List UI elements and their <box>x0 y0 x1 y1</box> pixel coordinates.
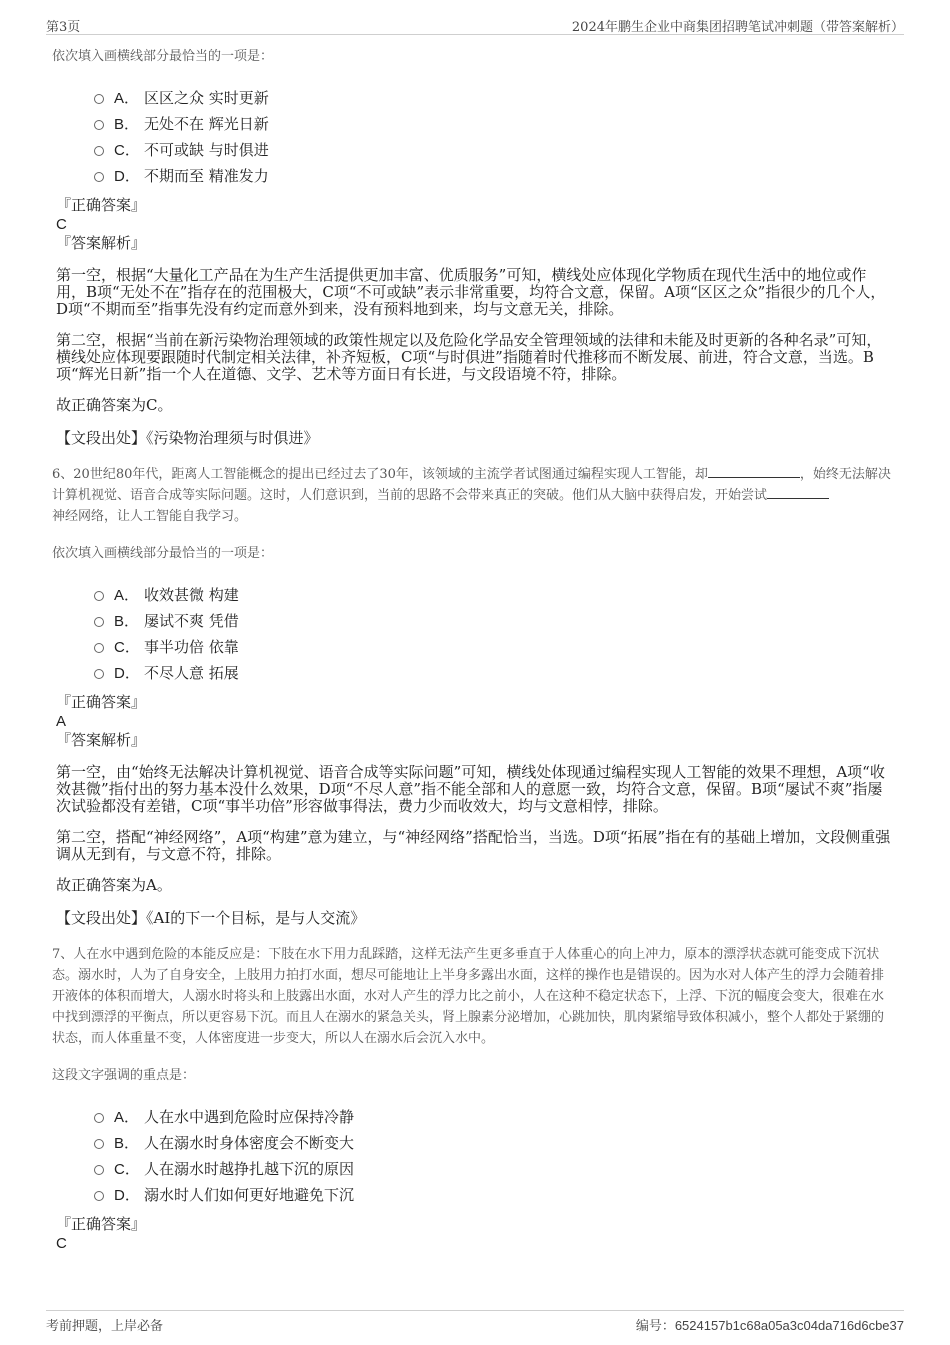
q6-answer-label: 『正确答案』 <box>56 693 147 711</box>
q6-analysis-2: 第二空，搭配“神经网络”，A项“构建”意为建立，与“神经网络”搭配恰当，当选。D项“拓展”指在有的基础上增加，文段侧重强调从无到有，与文意不符，排除。 <box>56 828 891 863</box>
q6-options <box>94 581 894 685</box>
radio-icon[interactable] <box>94 120 104 130</box>
q5-option-d[interactable]: D． 不期而至 精准发力 <box>94 162 894 188</box>
q5-option-a[interactable]: A． 区区之众 实时更新 <box>94 84 894 110</box>
radio-icon[interactable] <box>94 1113 104 1123</box>
q7-answer-label: 『正确答案』 <box>56 1215 147 1233</box>
q5-answer: C <box>56 216 67 233</box>
q6-answer: A <box>56 713 67 730</box>
document-title: 2024年鹏生企业中商集团招聘笔试冲刺题（带答案解析） <box>571 20 904 35</box>
q7-options <box>94 1103 894 1207</box>
q7-option-a[interactable]: A． 人在水中遇到危险时应保持冷静 <box>94 1103 894 1129</box>
q5-option-b[interactable]: B． 无处不在 辉光日新 <box>94 110 894 136</box>
q5-option-c[interactable]: C． 不可或缺 与时俱进 <box>94 136 894 162</box>
q7-option-b[interactable]: B． 人在溺水时身体密度会不断变大 <box>94 1129 894 1155</box>
page-footer <box>46 1310 904 1337</box>
q6-analysis-1: 第一空，由“始终无法解决计算机视觉、语音合成等实际问题”可知，横线处体现通过编程实现人工智能的效果不理想，A项“收效甚微”指付出的努力基本没什么效果，D项“不尽人意”指不能全部和人的意愿一致，均符合文意，保留。B项“屡试不爽”指屡次试验都没有差错，C项“事半功倍”形容做事得法，费力少而收效大，均与文意相悖，排除。 <box>56 763 885 815</box>
footer-slogan: 考前押题，上岸必备 <box>46 1319 164 1334</box>
page-number: 第3页 <box>46 20 81 35</box>
q5-analysis-1: 第一空，根据“大量化工产品在为生产生活提供更加丰富、优质服务”可知，横线处应体现化学物质在现代生活中的地位或作用，B项“无处不在”指存在的范围极大，C项“不可或缺”表示非常重要，均符合文意，保留。A项“区区之众”指很少的几个人，D项“不期而至”指事先没有约定而意外到来，没有预料地到来，均与文意无关，排除。 <box>56 266 886 318</box>
blank-line <box>708 465 800 478</box>
q6-option-b[interactable]: B． 屡试不爽 凭借 <box>94 607 894 633</box>
q5-answer-label: 『正确答案』 <box>56 196 147 214</box>
page-header <box>46 12 904 35</box>
q6-option-c[interactable]: C． 事半功倍 依靠 <box>94 633 894 659</box>
q6-conclusion: 故正确答案为A。 <box>56 876 172 894</box>
q5-conclusion: 故正确答案为C。 <box>56 396 173 414</box>
radio-icon[interactable] <box>94 1191 104 1201</box>
q7-prompt: 这段文字强调的重点是： <box>52 1068 196 1083</box>
radio-icon[interactable] <box>94 172 104 182</box>
q7-stem: 7、人在水中遇到危险的本能反应是：下肢在水下用力乱踩踏，这样无法产生更多垂直于人体重心的向上冲力，原本的漂浮状态就可能变成下沉状态。溺水时，人为了自身安全，上肢用力拍打水面，想尽可能地让上半身多露出水面，这样的操作也是错误的。因为水对人体产生的浮力会随着排开液体的体积而增大，人溺水时将头和上肢露出水面，水对人产生的浮力比之前小，人在这种不稳定状态下，上浮、下沉的幅度会变大，很难在水中找到漂浮的平衡点，所以更容易下沉。而且人在溺水的紧急关头，肾上腺素分泌增加，心跳加快，肌肉紧缩导致体积减小，整个人都处于紧绷的状态，而人体重量不变，人体密度进一步变大，所以人在溺水后会沉入水中。 <box>52 947 885 1046</box>
radio-icon[interactable] <box>94 1139 104 1149</box>
q7-option-c[interactable]: C． 人在溺水时越挣扎越下沉的原因 <box>94 1155 894 1181</box>
radio-icon[interactable] <box>94 669 104 679</box>
radio-icon[interactable] <box>94 1165 104 1175</box>
q7-option-d[interactable]: D． 溺水时人们如何更好地避免下沉 <box>94 1181 894 1207</box>
document-code: 编号：6524157b1c68a05a3c04da716d6cbe37 <box>635 1318 904 1334</box>
q6-analysis-label: 『答案解析』 <box>56 731 147 749</box>
radio-icon[interactable] <box>94 617 104 627</box>
q5-analysis-2: 第二空，根据“当前在新污染物治理领域的政策性规定以及危险化学品安全管理领域的法律和未能及时更新的各种名录”可知，横线处应体现要跟随时代制定相关法律，补齐短板，C项“与时俱进”指随着时代推移而不断发展、前进，符合文意，当选。B项“辉光日新”指一个人在道德、文学、艺术等方面日有长进，与文段语境不符，排除。 <box>56 331 882 383</box>
q5-options <box>94 84 894 188</box>
radio-icon[interactable] <box>94 146 104 156</box>
blank-line <box>767 486 829 499</box>
q6-option-d[interactable]: D． 不尽人意 拓展 <box>94 659 894 685</box>
radio-icon[interactable] <box>94 591 104 601</box>
q6-prompt: 依次填入画横线部分最恰当的一项是： <box>52 546 274 561</box>
q5-prompt: 依次填入画横线部分最恰当的一项是： <box>52 49 274 64</box>
q7-answer: C <box>56 1235 67 1252</box>
q6-option-a[interactable]: A． 收效甚微 构建 <box>94 581 894 607</box>
q5-source: 【文段出处】《污染物治理须与时俱进》 <box>56 429 319 447</box>
radio-icon[interactable] <box>94 94 104 104</box>
main-content <box>52 46 894 1253</box>
q6-source: 【文段出处】《AI的下一个目标，是与人交流》 <box>56 909 366 927</box>
radio-icon[interactable] <box>94 643 104 653</box>
q5-analysis-label: 『答案解析』 <box>56 234 147 252</box>
q6-stem: 6、20世纪80年代，距离人工智能概念的提出已经过去了30年，该领域的主流学者试图通过编程实现人工智能，却 ，始终无法解决计算机视觉、语音合成等实际问题。这时，人们意识到，当前的思路不会带来真正的突破。他们从大脑中获得启发，开始尝试 神经网络，让人工智能自我学习。 <box>52 467 891 524</box>
